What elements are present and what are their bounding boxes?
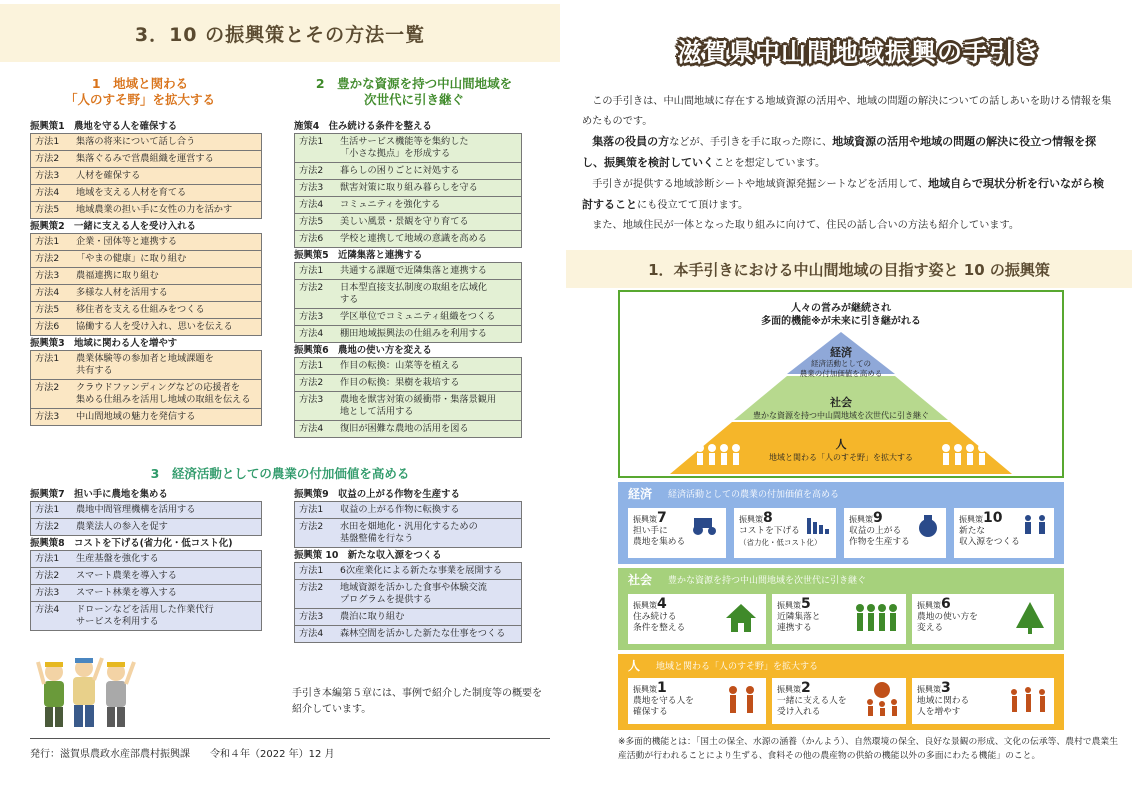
policy-8-title: 振興策8 コストを下げる(省力化・低コスト化): [30, 538, 233, 549]
card-policy-5: 振興策5 近隣集落と 連携する: [772, 594, 906, 644]
method-number: 方法2: [35, 570, 60, 581]
economy-band-sub: 経済活動としての農業の付加価値を高める: [668, 489, 840, 500]
card-10-line1: 新たな: [959, 525, 986, 536]
policy-10-table: [294, 562, 522, 643]
method-number: 方法2: [299, 521, 324, 532]
card-8-line2: （省力化・低コスト化）: [739, 538, 822, 547]
method-row: [31, 602, 261, 631]
tree-icon: [1012, 600, 1048, 636]
policy-4-table: [294, 133, 522, 248]
method-text: スマート林業を導入する: [76, 587, 177, 598]
policy-3-table: [30, 350, 262, 426]
people-band: [618, 654, 1064, 730]
cost-down-chart-icon: [804, 512, 832, 536]
society-band-title: 社会: [628, 572, 653, 587]
helping-people-icon: [862, 682, 902, 718]
method-text: 6次産業化による新たな事業を展開する: [340, 565, 503, 576]
method-number: 方法2: [35, 153, 60, 164]
method-text: 農業体験等の参加者と地域課題を 共有する: [76, 353, 214, 376]
method-row: [295, 609, 521, 626]
method-number: 方法4: [299, 423, 324, 434]
method-row: [31, 409, 261, 426]
method-text: 農福連携に取り組む: [76, 270, 159, 281]
method-row: [295, 358, 521, 375]
policy-10-title: 振興策 10 新たな収入源をつくる: [294, 550, 442, 561]
method-text: 「やまの健康」に取り組む: [76, 253, 187, 264]
card-1-line1: 農地を守る人を: [633, 695, 694, 706]
card-2-line1: 一緒に支える人を: [777, 695, 847, 706]
card-policy-1: 振興策1 農地を守る人を 確保する: [628, 678, 766, 724]
card-policy-4: 振興策4 住み続ける 条件を整える: [628, 594, 766, 644]
method-text: 日本型直接支払制度の取組を広域化 する: [340, 282, 487, 305]
policy-group-economy-a: [30, 488, 262, 631]
card-3-line2: 人を増やす: [917, 707, 961, 717]
method-row: [31, 185, 261, 202]
card-4-line2: 条件を整える: [633, 623, 686, 633]
card-9-line1: 収益の上がる: [849, 525, 902, 536]
method-text: 収益の上がる作物に転換する: [340, 504, 460, 515]
pyramid-society-sub: 豊かな資源を持つ中山間地域を次世代に引き継ぐ: [753, 411, 929, 420]
economy-band-title: 経済: [628, 486, 653, 501]
intro-p2-text-1: などが、手引きを手に取った際に、: [669, 137, 833, 148]
method-number: 方法2: [299, 377, 324, 388]
method-number: 方法1: [35, 353, 60, 364]
card-1-line2: 確保する: [633, 707, 668, 717]
section-2-line1: 2 豊かな資源を持つ中山間地域を: [315, 76, 513, 91]
people-band-title: 人: [628, 658, 641, 673]
method-number: 方法4: [299, 328, 324, 339]
people-money-icon: [1020, 512, 1050, 538]
method-text: 作目の転換：山菜等を植える: [340, 360, 460, 371]
method-row: [295, 392, 521, 421]
method-text: 学区単位でコミュニティ組織をつくる: [340, 311, 496, 322]
method-row: [295, 563, 521, 580]
section-1-line1: 1 地域と関わる: [91, 76, 189, 91]
policy-6-table: [294, 357, 522, 438]
intro-para-2: [582, 132, 1112, 174]
card-10-line2: 収入源をつくる: [959, 537, 1020, 547]
intro-text: [582, 92, 1112, 236]
policy-group-people: [30, 120, 262, 426]
section-1-line2: 「人のすそ野」を拡大する: [64, 92, 215, 107]
policy-5-table: [294, 262, 522, 343]
method-number: 方法1: [35, 504, 60, 515]
card-6-line1: 農地の使い方を: [917, 611, 978, 622]
method-number: 方法3: [35, 587, 60, 598]
policy-2-title: 振興策2 一緒に支える人を受け入れる: [30, 221, 196, 232]
method-row: [295, 280, 521, 309]
section-2-line2: 次世代に引き継ぐ: [363, 92, 464, 107]
method-number: 方法5: [35, 304, 60, 315]
intro-para-1: この手引きは、中山間地域に存在する地域資源の活用や、地域の問題の解決についての話しあいを助ける情報を集めたものです。: [582, 96, 1112, 127]
society-band: [618, 568, 1064, 650]
method-text: 集落の将来について話し合う: [76, 136, 196, 147]
method-row: [31, 134, 261, 151]
method-text: 中山間地域の魅力を発信する: [76, 411, 196, 422]
reference-note: 手引き本編第５章には、事例で紹介した制度等の概要を紹介しています。: [292, 688, 542, 715]
method-number: 方法3: [299, 611, 324, 622]
guide-title: [586, 26, 1132, 76]
section-1-heading: [40, 76, 240, 108]
card-policy-2: 振興策2 一緒に支える人を 受け入れる: [772, 678, 906, 724]
method-number: 方法1: [299, 265, 324, 276]
method-text: 集落ぐるみで営農組織を運営する: [76, 153, 214, 164]
method-number: 方法3: [35, 411, 60, 422]
pyramid-economy-sub2: 農業の付加価値を高める: [799, 369, 883, 378]
card-policy-8: 振興策8 コストを下げる （省力化・低コスト化）: [734, 508, 836, 558]
method-row: [31, 168, 261, 185]
method-row: [295, 197, 521, 214]
method-text: 企業・団体等と連携する: [76, 236, 178, 247]
method-row: [31, 502, 261, 519]
method-number: 方法4: [299, 199, 324, 210]
method-row: [295, 421, 521, 438]
cheering-people-icon: [1006, 682, 1050, 718]
economy-band: [618, 482, 1064, 564]
method-row: [31, 302, 261, 319]
method-row: [31, 251, 261, 268]
method-row: [31, 585, 261, 602]
card-policy-10: 振興策10 新たな 収入源をつくる: [954, 508, 1054, 558]
method-number: 方法3: [299, 182, 324, 193]
card-6-line2: 変える: [917, 623, 944, 633]
method-number: 方法1: [35, 236, 60, 247]
intro-p3-text-2: にも役立てて頂けます。: [637, 200, 749, 211]
method-text: 作目の転換：果樹を栽培する: [340, 377, 460, 388]
method-row: [295, 502, 521, 519]
method-number: 方法3: [299, 311, 324, 322]
tractor-icon: [690, 512, 720, 536]
method-row: [295, 375, 521, 392]
method-text: 森林空間を活かした新たな仕事をつくる: [340, 628, 506, 639]
multifunction-footnote: ※多面的機能とは：「国土の保全、水源の涵養（かんよう）、自然環境の保全、良好な景観の形成、文化の伝承等、農村で農業生産活動が行われることにより生ずる、食料その他の農産物の供給の機能以外の多面にわたる機能」のこと。: [618, 737, 1118, 761]
guide-title-text: 滋賀県中山間地域振興の手引き: [676, 38, 1041, 67]
card-policy-9: 振興策9 収益の上がる 作物を生産する: [844, 508, 946, 558]
method-text: 人材を確保する: [76, 170, 141, 181]
house-icon: [724, 602, 758, 634]
card-policy-3: 振興策3 地域に関わる 人を増やす: [912, 678, 1054, 724]
method-text: 水田を畑地化・汎用化するための 基盤整備を行なう: [340, 521, 478, 544]
method-row: [295, 626, 521, 643]
policy-5-title: 振興策5 近隣集落と連携する: [294, 250, 423, 261]
method-row: [295, 163, 521, 180]
policy-8-table: [30, 550, 262, 631]
pyramid-people-sub: 地域と関わる「人のすそ野」を拡大する: [769, 453, 913, 462]
people-band-header: [618, 654, 1064, 676]
farmers-illustration: [36, 650, 166, 730]
method-text: 復旧が困難な農地の活用を図る: [340, 423, 469, 434]
method-text: 地域農業の担い手に女性の力を活かす: [76, 204, 233, 215]
policy-6-title: 振興策6 農地の使い方を変える: [294, 345, 432, 356]
pyramid-economy-sub1: 経済活動としての: [811, 359, 871, 368]
method-number: 方法1: [299, 565, 324, 576]
method-row: [31, 202, 261, 219]
card-5-line2: 連携する: [777, 623, 812, 633]
method-text: 農地中間管理機構を活用する: [76, 504, 196, 515]
method-number: 方法2: [299, 282, 324, 293]
pyramid-economy-label: 経済: [830, 346, 852, 359]
method-number: 方法2: [35, 521, 60, 532]
method-text: ドローンなどを活用した作業代行 サービスを利用する: [76, 604, 214, 627]
left-page: [0, 0, 560, 800]
left-page-title: 3．10 の振興策とその方法一覧: [0, 4, 560, 62]
method-number: 方法6: [35, 321, 60, 332]
method-text: 農地を獣害対策の緩衝帯・集落景観用 地として活用する: [340, 394, 497, 417]
method-text: 学校と連携して地域の意識を高める: [340, 233, 487, 244]
intro-p2-bold-2: 地域資源の活用や地域の問題の解決に役立つ情報を探し、振興策を検討していく: [582, 135, 1097, 169]
card-4-line1: 住み続ける: [633, 611, 677, 622]
method-row: [31, 568, 261, 585]
method-number: 方法6: [299, 233, 324, 244]
method-number: 方法3: [35, 270, 60, 281]
method-number: 方法5: [299, 216, 324, 227]
method-text: 棚田地域振興法の仕組みを利用する: [340, 328, 487, 339]
card-7-line1: 担い手に: [633, 525, 668, 536]
society-band-sub: 豊かな資源を持つ中山間地域を次世代に引き継ぐ: [668, 575, 867, 586]
method-row: [295, 134, 521, 163]
pyramid-top-line1: 人々の営みが継続され: [791, 303, 891, 314]
pyramid-society-label: 社会: [830, 396, 852, 409]
money-bag-icon: [914, 512, 942, 538]
card-2-line2: 受け入れる: [777, 707, 821, 717]
policy-7-table: [30, 501, 262, 536]
method-number: 方法2: [35, 253, 60, 264]
method-text: 暮らしの困りごとに対処する: [340, 165, 460, 176]
policy-9-title: 振興策9 収益の上がる作物を生産する: [294, 489, 460, 500]
policy-7-title: 振興策7 担い手に農地を集める: [30, 489, 168, 500]
pyramid-top-line2: 多面的機能※が未来に引き継がれる: [761, 316, 921, 327]
method-text: クラウドファンディングなどの応援者を 集める仕組みを活用し地域の取組を伝える: [76, 382, 251, 405]
method-number: 方法2: [299, 165, 324, 176]
method-row: [31, 319, 261, 336]
method-number: 方法2: [35, 382, 60, 393]
method-row: [295, 326, 521, 343]
section-3-heading: 3 経済活動としての農業の付加価値を高める: [150, 466, 410, 481]
method-text: 協働する人を受け入れ、思いを伝える: [76, 321, 233, 332]
publisher-line: 発行：滋賀県農政水産部農村振興課 令和４年（2022 年）12 月: [30, 738, 550, 760]
economy-band-header: [618, 482, 1064, 504]
method-number: 方法4: [299, 628, 324, 639]
method-row: [31, 268, 261, 285]
method-row: [31, 285, 261, 302]
pyramid-society: [711, 396, 971, 422]
method-row: [295, 263, 521, 280]
pyramid-people: [741, 438, 941, 464]
method-text: 地域を支える人材を育てる: [76, 187, 187, 198]
pyramid-frame: [618, 290, 1064, 478]
method-row: [295, 214, 521, 231]
farmers-icon: [724, 684, 760, 718]
policy-1-title: 振興策1 農地を守る人を確保する: [30, 121, 178, 132]
method-text: 移住者を支える仕組みをつくる: [76, 304, 205, 315]
method-row: [31, 519, 261, 536]
method-text: 多様な人材を活用する: [76, 287, 168, 298]
intro-p3-text-1: 手引きが提供する地域診断シートや地域資源発掘シートなどを活用して、: [592, 179, 929, 190]
method-row: [295, 231, 521, 248]
policy-3-title: 振興策3 地域に関わる人を増やす: [30, 338, 178, 349]
method-row: [295, 309, 521, 326]
policy-group-society: [294, 120, 522, 438]
card-policy-7: 振興策7 担い手に 農地を集める: [628, 508, 726, 558]
pyramid-people-label: 人: [835, 438, 847, 451]
intro-para-4: また、地域住民が一体となった取り組みに向けて、住民の話し合いの方法も紹介しています。: [592, 220, 1020, 231]
vision-diagram: [618, 290, 1064, 730]
method-row: [31, 551, 261, 568]
card-5-line1: 近隣集落と: [777, 611, 821, 622]
pyramid-top-caption: [620, 302, 1062, 328]
people-band-sub: 地域と関わる「人のすそ野」を拡大する: [656, 661, 819, 672]
community-people-icon: [854, 602, 900, 634]
section-2-heading: [284, 76, 544, 108]
method-text: 農泊に取り組む: [340, 611, 405, 622]
card-3-line1: 地域に関わる: [917, 695, 970, 706]
method-row: [295, 180, 521, 197]
right-page: [566, 0, 1132, 800]
method-number: 方法1: [299, 136, 324, 147]
method-text: 共通する課題で近隣集落と連携する: [340, 265, 487, 276]
card-7-line2: 農地を集める: [633, 537, 686, 547]
pyramid-economy: [761, 346, 921, 379]
method-text: スマート農業を導入する: [76, 570, 177, 581]
society-band-header: [618, 568, 1064, 590]
method-number: 方法4: [35, 604, 60, 615]
intro-p2-bold-1: 集落の役員の方: [592, 135, 670, 148]
policy-9-table: [294, 501, 522, 548]
intro-p2-text-2: ことを想定しています。: [714, 158, 826, 169]
method-number: 方法2: [299, 582, 324, 593]
method-number: 方法1: [35, 553, 60, 564]
method-row: [295, 519, 521, 548]
method-row: [31, 151, 261, 168]
card-9-line2: 作物を生産する: [849, 537, 910, 547]
intro-para-3: [582, 174, 1112, 216]
method-number: 方法5: [35, 204, 60, 215]
method-row: [31, 351, 261, 380]
policy-4-title: 施策4 住み続ける条件を整える: [294, 121, 432, 132]
method-number: 方法4: [35, 287, 60, 298]
section-1-title: 1．本手引きにおける中山間地域の目指す姿と 10 の振興策: [566, 250, 1132, 288]
method-text: 地域資源を活かした食事や体験交流 プログラムを提供する: [340, 582, 487, 605]
card-policy-6: 振興策6 農地の使い方を 変える: [912, 594, 1054, 644]
method-number: 方法1: [35, 136, 60, 147]
method-text: コミュニティを強化する: [340, 199, 441, 210]
method-row: [295, 580, 521, 609]
card-8-line1: コストを下げる: [739, 525, 800, 536]
method-number: 方法1: [299, 504, 324, 515]
policy-2-table: [30, 233, 262, 336]
method-text: 生産基盤を強化する: [76, 553, 159, 564]
policy-group-economy-b: [294, 488, 522, 643]
intro-p3-bold: 地域自らで現状分析を行いながら検討すること: [582, 177, 1105, 211]
method-row: [31, 380, 261, 409]
method-text: 獣害対策に取り組み暮らしを守る: [340, 182, 478, 193]
method-number: 方法3: [299, 394, 324, 405]
method-number: 方法3: [35, 170, 60, 181]
method-text: 美しい風景・景観を守り育てる: [340, 216, 469, 227]
method-number: 方法4: [35, 187, 60, 198]
policy-1-table: [30, 133, 262, 219]
method-text: 生活サービス機能等を集約した 「小さな拠点」を形成する: [340, 136, 469, 159]
method-number: 方法1: [299, 360, 324, 371]
method-text: 農業法人の参入を促す: [76, 521, 168, 532]
method-row: [31, 234, 261, 251]
